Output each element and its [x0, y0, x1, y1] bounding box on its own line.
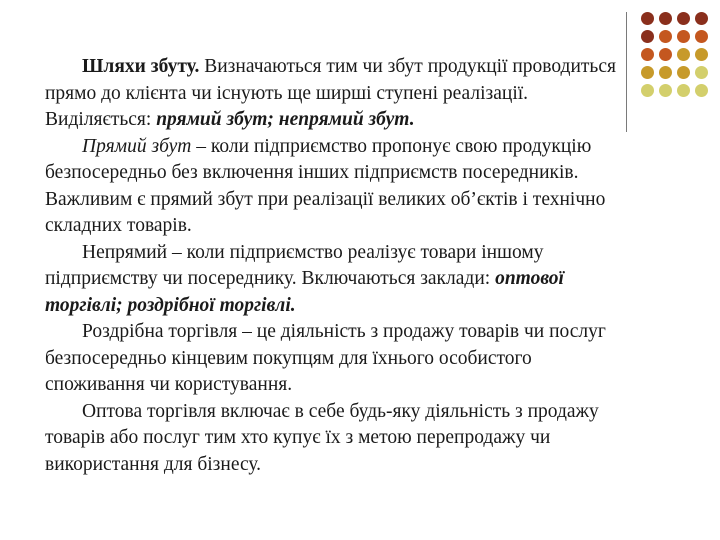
paragraph-wholesale	[45, 399, 620, 479]
sales-channels-text: Визначаються тим чи збут продукції проводиться прямо до клієнта чи існують ще ширші ступені реалізації. Виділяється:	[45, 56, 616, 130]
decorative-dot	[641, 30, 654, 43]
paragraph-sales-channels	[45, 54, 620, 134]
decorative-dot	[677, 48, 690, 61]
decorative-dot	[677, 12, 690, 25]
decorative-dot	[641, 84, 654, 97]
decorative-dot	[659, 12, 672, 25]
sales-channel-types: прямий збут; непрямий збут.	[156, 109, 415, 130]
direct-sales-text: – коли підприємство пропонує свою продукцію безпосередньо без включення інших підприємств посередників. Важливим є прямий збут при реалізації великих об’єктів і технічно складних товарів.	[45, 135, 606, 236]
decorative-dot	[659, 84, 672, 97]
term-direct-sales: Прямий збут	[82, 135, 192, 157]
paragraph-direct-sales	[45, 134, 620, 240]
decorative-dot	[695, 30, 708, 43]
decorative-dot	[641, 48, 654, 61]
decorative-dot	[695, 66, 708, 79]
decorative-dot	[695, 12, 708, 25]
decorative-dot	[695, 84, 708, 97]
decorative-dot	[677, 30, 690, 43]
decorative-dot-grid	[641, 12, 720, 112]
paragraph-retail	[45, 319, 620, 399]
indirect-sales-types: оптової торгівлі; роздрібної торгівлі.	[45, 268, 564, 316]
term-sales-channels: Шляхи збуту.	[82, 56, 200, 77]
decorative-vertical-line	[626, 12, 627, 132]
decorative-dot	[695, 48, 708, 61]
body-text	[45, 54, 620, 478]
decorative-dot	[659, 48, 672, 61]
decorative-dot	[641, 12, 654, 25]
indirect-sales-text: Непрямий – коли підприємство реалізує товари іншому підприємству чи посереднику. Включаються заклади:	[45, 241, 544, 289]
wholesale-text: Оптова торгівля включає в себе будь-яку діяльність з продажу товарів або послуг тим хто купує їх з метою перепродажу чи використання для бізнесу.	[45, 400, 599, 475]
decorative-dot	[659, 66, 672, 79]
decorative-dot	[677, 66, 690, 79]
retail-text: Роздрібна торгівля – це діяльність з продажу товарів чи послуг безпосередньо кінцевим покупцям для їхнього особистого споживання чи користування.	[45, 321, 606, 395]
decorative-dot	[677, 84, 690, 97]
decorative-dot	[659, 30, 672, 43]
paragraph-indirect-sales	[45, 240, 620, 320]
decorative-dot	[641, 66, 654, 79]
